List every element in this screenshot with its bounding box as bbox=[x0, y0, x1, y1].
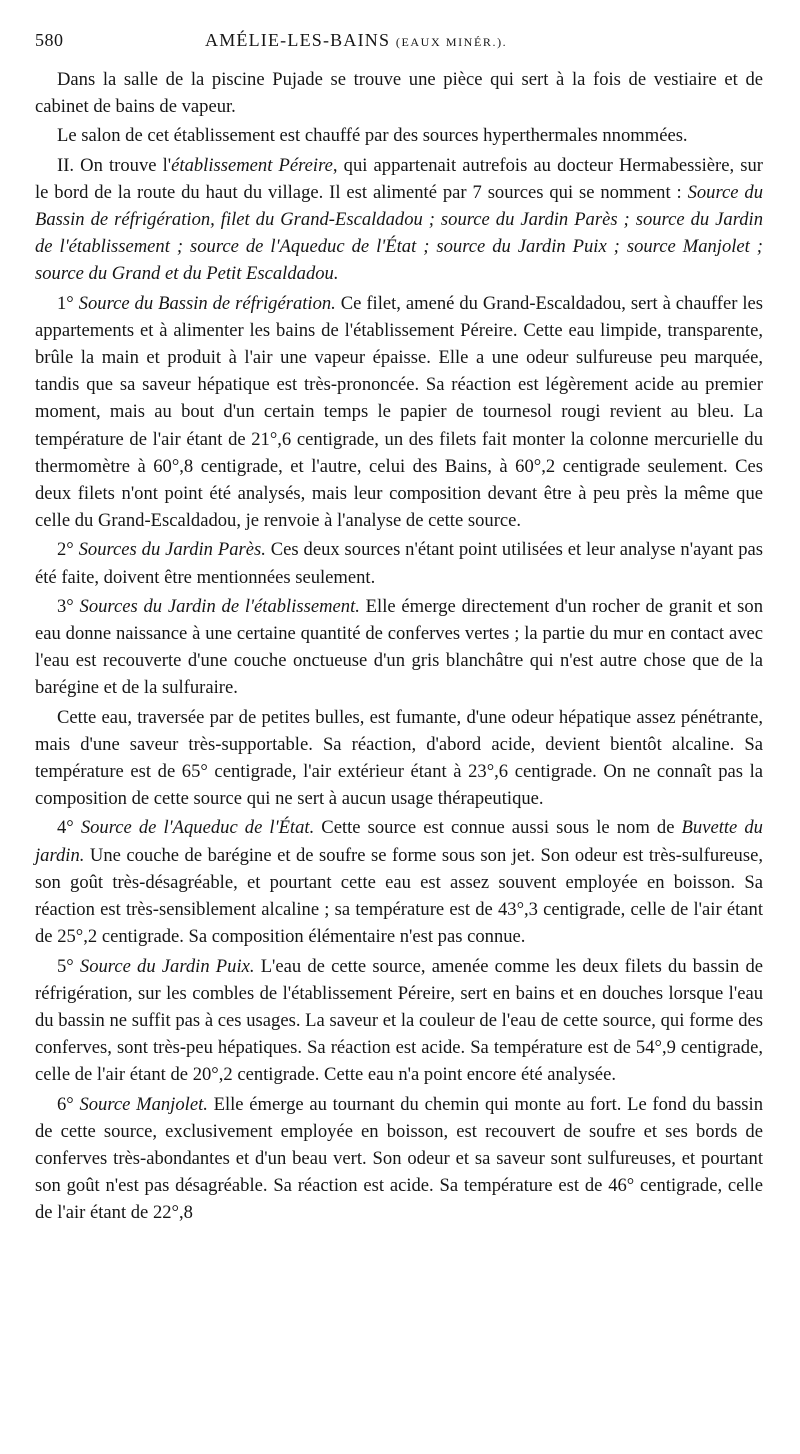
paragraph-source-3 bbox=[35, 593, 763, 702]
source-description: L'eau de cette source, amenée comme les deux filets du bassin de réfrigération, sur les combles de l'établissement Péreire, sert en bains et en douches lorsque l'eau du bassin ne suffit pas à ces usages. La saveur et la couleur de l'eau de cette source, qui forme des conferves, sont très-peu hépatiques. Sa réaction est acide. Sa température est de 54°,9 centigrade, celle de l'air étant de 20°,2 centigrade. Cette eau n'a point encore été analysée. bbox=[35, 955, 763, 1086]
source-title: Source du Bassin de réfrigération. bbox=[78, 292, 336, 314]
source-number: 3° bbox=[57, 595, 80, 617]
source-title: Sources du Jardin Parès. bbox=[78, 539, 266, 561]
paragraph-body: , qui appartenait autrefois au docteur Hermabessière, sur le bord de la route du haut du village. Il est alimenté par 7 sources qui se nomment : bbox=[35, 154, 763, 203]
source-description: Ces deux sources n'étant point utilisées et leur analyse n'ayant pas été faite, doivent être mentionnées seulement. bbox=[35, 539, 763, 588]
paragraph-source-3-continued: Cette eau, traversée par de petites bulles, est fumante, d'une odeur hépatique assez pénétrante, mais d'une saveur très-supportable. Sa réaction, d'abord acide, devient bientôt alcaline. Sa température est de 65° centigrade, l'air extérieur étant à 23°,6 centigrade. On ne connaît pas la composition de cette source qui ne sert à aucun usage thérapeutique. bbox=[35, 706, 763, 810]
source-number: 1° bbox=[57, 292, 79, 314]
source-description: Elle émerge au tournant du chemin qui monte au fort. Le fond du bassin de cette source, exclusivement employée en boisson, est recouvert de soufre et ses bords de conferves très-abondantes et d'un beau vert. Son odeur et sa saveur sont sulfureuses, et pourtant son goût n'est pas désagréable. Sa réaction est acide. Sa température est de 46° centigrade, celle de l'air étant de 22°,8 bbox=[35, 1093, 764, 1224]
source-number: 6° bbox=[57, 1093, 80, 1115]
paragraph-source-1 bbox=[35, 290, 763, 535]
source-title: Source de l'Aqueduc de l'État. bbox=[80, 817, 315, 839]
source-title: Sources du Jardin de l'établissement. bbox=[79, 595, 360, 617]
source-description: Elle émerge directement d'un rocher de granit et son eau donne naissance à une certaine quantité de conferves vertes ; la partie du mur en contact avec l'eau est recouverte d'une couche onctueuse d'un gris blanchâtre qui n'est autre chose que de la barégine et de la sulfuraire. bbox=[35, 595, 763, 699]
paragraph-source-5 bbox=[35, 953, 763, 1089]
body-text bbox=[35, 66, 763, 1227]
source-description: Ce filet, amené du Grand-Escaldadou, sert à chauffer les appartements et à alimenter les bains de l'établissement Péreire. Cette eau limpide, transparente, brûle la main et produit à l'air une vapeur épaisse. Elle a une odeur sulfureuse peu marquée, tandis que sa saveur hépatique est très-prononcée. Sa réaction est légèrement acide au premier moment, mais au bout d'un certain temps le papier de tournesol rougi revient au bleu. La température de l'air étant de 21°,6 centigrade, un des filets fait monter la colonne mercurielle du thermomètre à 60°,8 centigrade, et l'autre, celui des Bains, à 60°,2 centigrade seulement. Ces deux filets n'ont point été analysés, mais leur composition devant être à peu près la même que celle du Grand-Escaldadou, je renvoie à l'analyse de cette source. bbox=[35, 292, 763, 532]
running-title-note: (EAUX MINÉR.). bbox=[395, 35, 508, 49]
establishment-name: établissement Péreire bbox=[171, 154, 333, 176]
source-description: Cette source est connue aussi sous le nom de bbox=[314, 817, 682, 839]
source-description-continued: Une couche de barégine et de soufre se forme sous son jet. Son odeur est très-sulfureuse, son goût très-désagréable, et pourtant cette eau est assez souvent employée en boisson. Sa réaction est très-sensiblement alcaline ; sa température est de 43°,3 centigrade, celle de l'air étant de 25°,2 centigrade. Sa composition élémentaire n'est pas connue. bbox=[35, 844, 763, 948]
page-header bbox=[35, 30, 763, 66]
sources-list: Source du Bassin de réfrigération, filet du Grand-Escaldadou ; source du Jardin Parès ; source du Jardin de l'établissement ; source de l'Aqueduc de l'État ; source du Jardin Puix ; source Manjolet ; source du Grand et du Petit Escaldadou. bbox=[35, 181, 764, 285]
paragraph-source-4 bbox=[35, 814, 763, 950]
running-title-main: AMÉLIE-LES-BAINS bbox=[205, 30, 391, 50]
source-number: 5° bbox=[57, 955, 80, 977]
source-title: Source Manjolet. bbox=[79, 1093, 208, 1115]
running-title bbox=[205, 30, 507, 51]
source-title: Source du Jardin Puix. bbox=[79, 955, 255, 977]
page-number: 580 bbox=[35, 30, 64, 50]
paragraph-source-2 bbox=[35, 536, 763, 590]
paragraph-piscine: Dans la salle de la piscine Pujade se trouve une pièce qui sert à la fois de vestiaire et de cabinet de bains de vapeur. bbox=[35, 69, 763, 118]
paragraph-source-6 bbox=[35, 1091, 763, 1227]
paragraph-etablissement-pereire bbox=[35, 152, 763, 288]
paragraph-lead: II. On trouve l' bbox=[57, 154, 172, 176]
paragraph-salon: Le salon de cet établissement est chauffé par des sources hyperthermales nnommées. bbox=[57, 125, 688, 147]
source-number: 2° bbox=[57, 539, 79, 561]
source-number: 4° bbox=[57, 817, 81, 839]
source-alias: Buvette du jardin. bbox=[35, 817, 763, 866]
